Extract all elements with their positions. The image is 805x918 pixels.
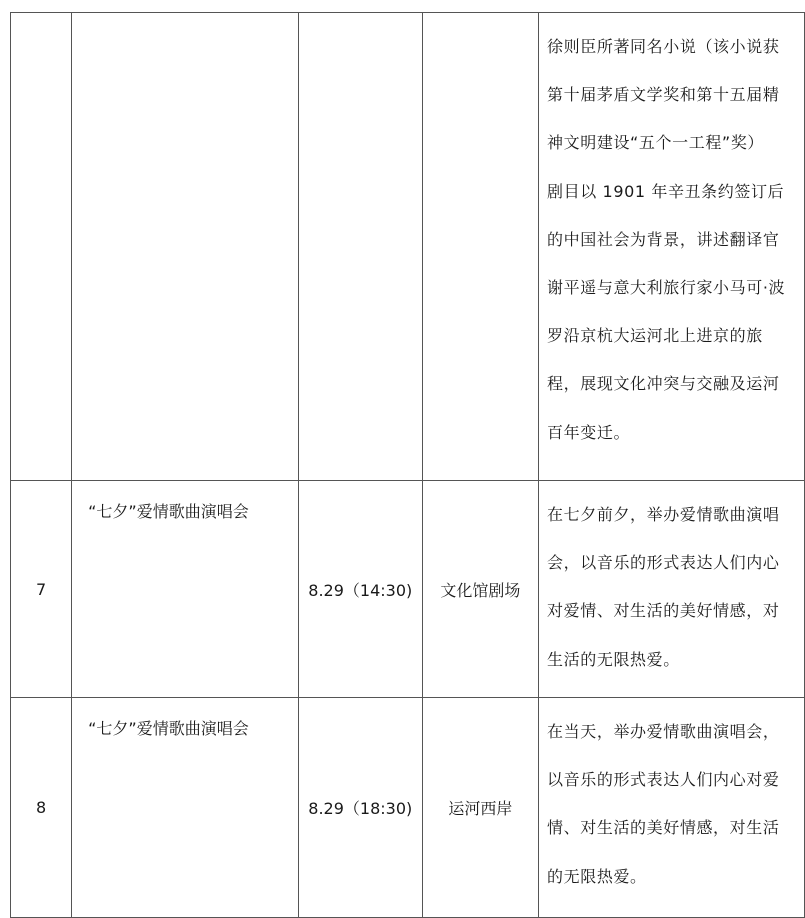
description-line: 神文明建设“五个一工程”奖） <box>547 133 765 153</box>
description-line: 的无限热爱。 <box>547 866 647 886</box>
event-venue-cell <box>422 13 538 481</box>
table-row <box>11 481 805 698</box>
description-line: 徐则臣所著同名小说（该小说获 <box>547 37 780 56</box>
event-name-cell: “七夕”爱情歌曲演唱会 <box>72 698 299 918</box>
description-line: 程，展现文化冲突与交融及运河 <box>547 374 780 394</box>
description-line: 对爱情、对生活的美好情感，对 <box>547 601 780 621</box>
event-name-cell <box>72 13 299 481</box>
description-line: 在七夕前夕，举办爱情歌曲演唱 <box>547 505 780 524</box>
event-name-cell: “七夕”爱情歌曲演唱会 <box>72 481 299 698</box>
description-line: 谢平遥与意大利旅行家小马可·波 <box>547 278 786 298</box>
event-venue-cell: 文化馆剧场 <box>422 481 538 698</box>
table-row <box>11 698 805 918</box>
event-time-cell <box>298 13 422 481</box>
description-line: 以音乐的形式表达人们内心对爱 <box>547 770 780 790</box>
description-line: 生活的无限热爱。 <box>547 649 680 669</box>
row-number-cell <box>11 13 72 481</box>
description-line: 第十届茅盾文学奖和第十五届精 <box>547 85 780 105</box>
event-description-cell <box>539 698 805 918</box>
description-line: 剧目以 1901 年辛丑条约签订后 <box>547 181 785 201</box>
description-line: 情、对生活的美好情感，对生活 <box>547 818 780 838</box>
description-line: 百年变迁。 <box>547 422 631 442</box>
description-line: 会，以音乐的形式表达人们内心 <box>547 553 780 573</box>
events-table <box>10 12 805 918</box>
event-time-cell: 8.29（18:30) <box>298 698 422 918</box>
description-line: 罗沿京杭大运河北上进京的旅 <box>547 326 763 346</box>
description-line: 在当天，举办爱情歌曲演唱会， <box>547 722 780 741</box>
row-number-cell: 8 <box>11 698 72 918</box>
event-description-cell <box>539 481 805 698</box>
table-row <box>11 13 805 481</box>
description-line: 的中国社会为背景，讲述翻译官 <box>547 229 780 249</box>
event-time-cell: 8.29（14:30) <box>298 481 422 698</box>
row-number-cell: 7 <box>11 481 72 698</box>
event-venue-cell: 运河西岸 <box>422 698 538 918</box>
event-description-cell <box>539 13 805 481</box>
